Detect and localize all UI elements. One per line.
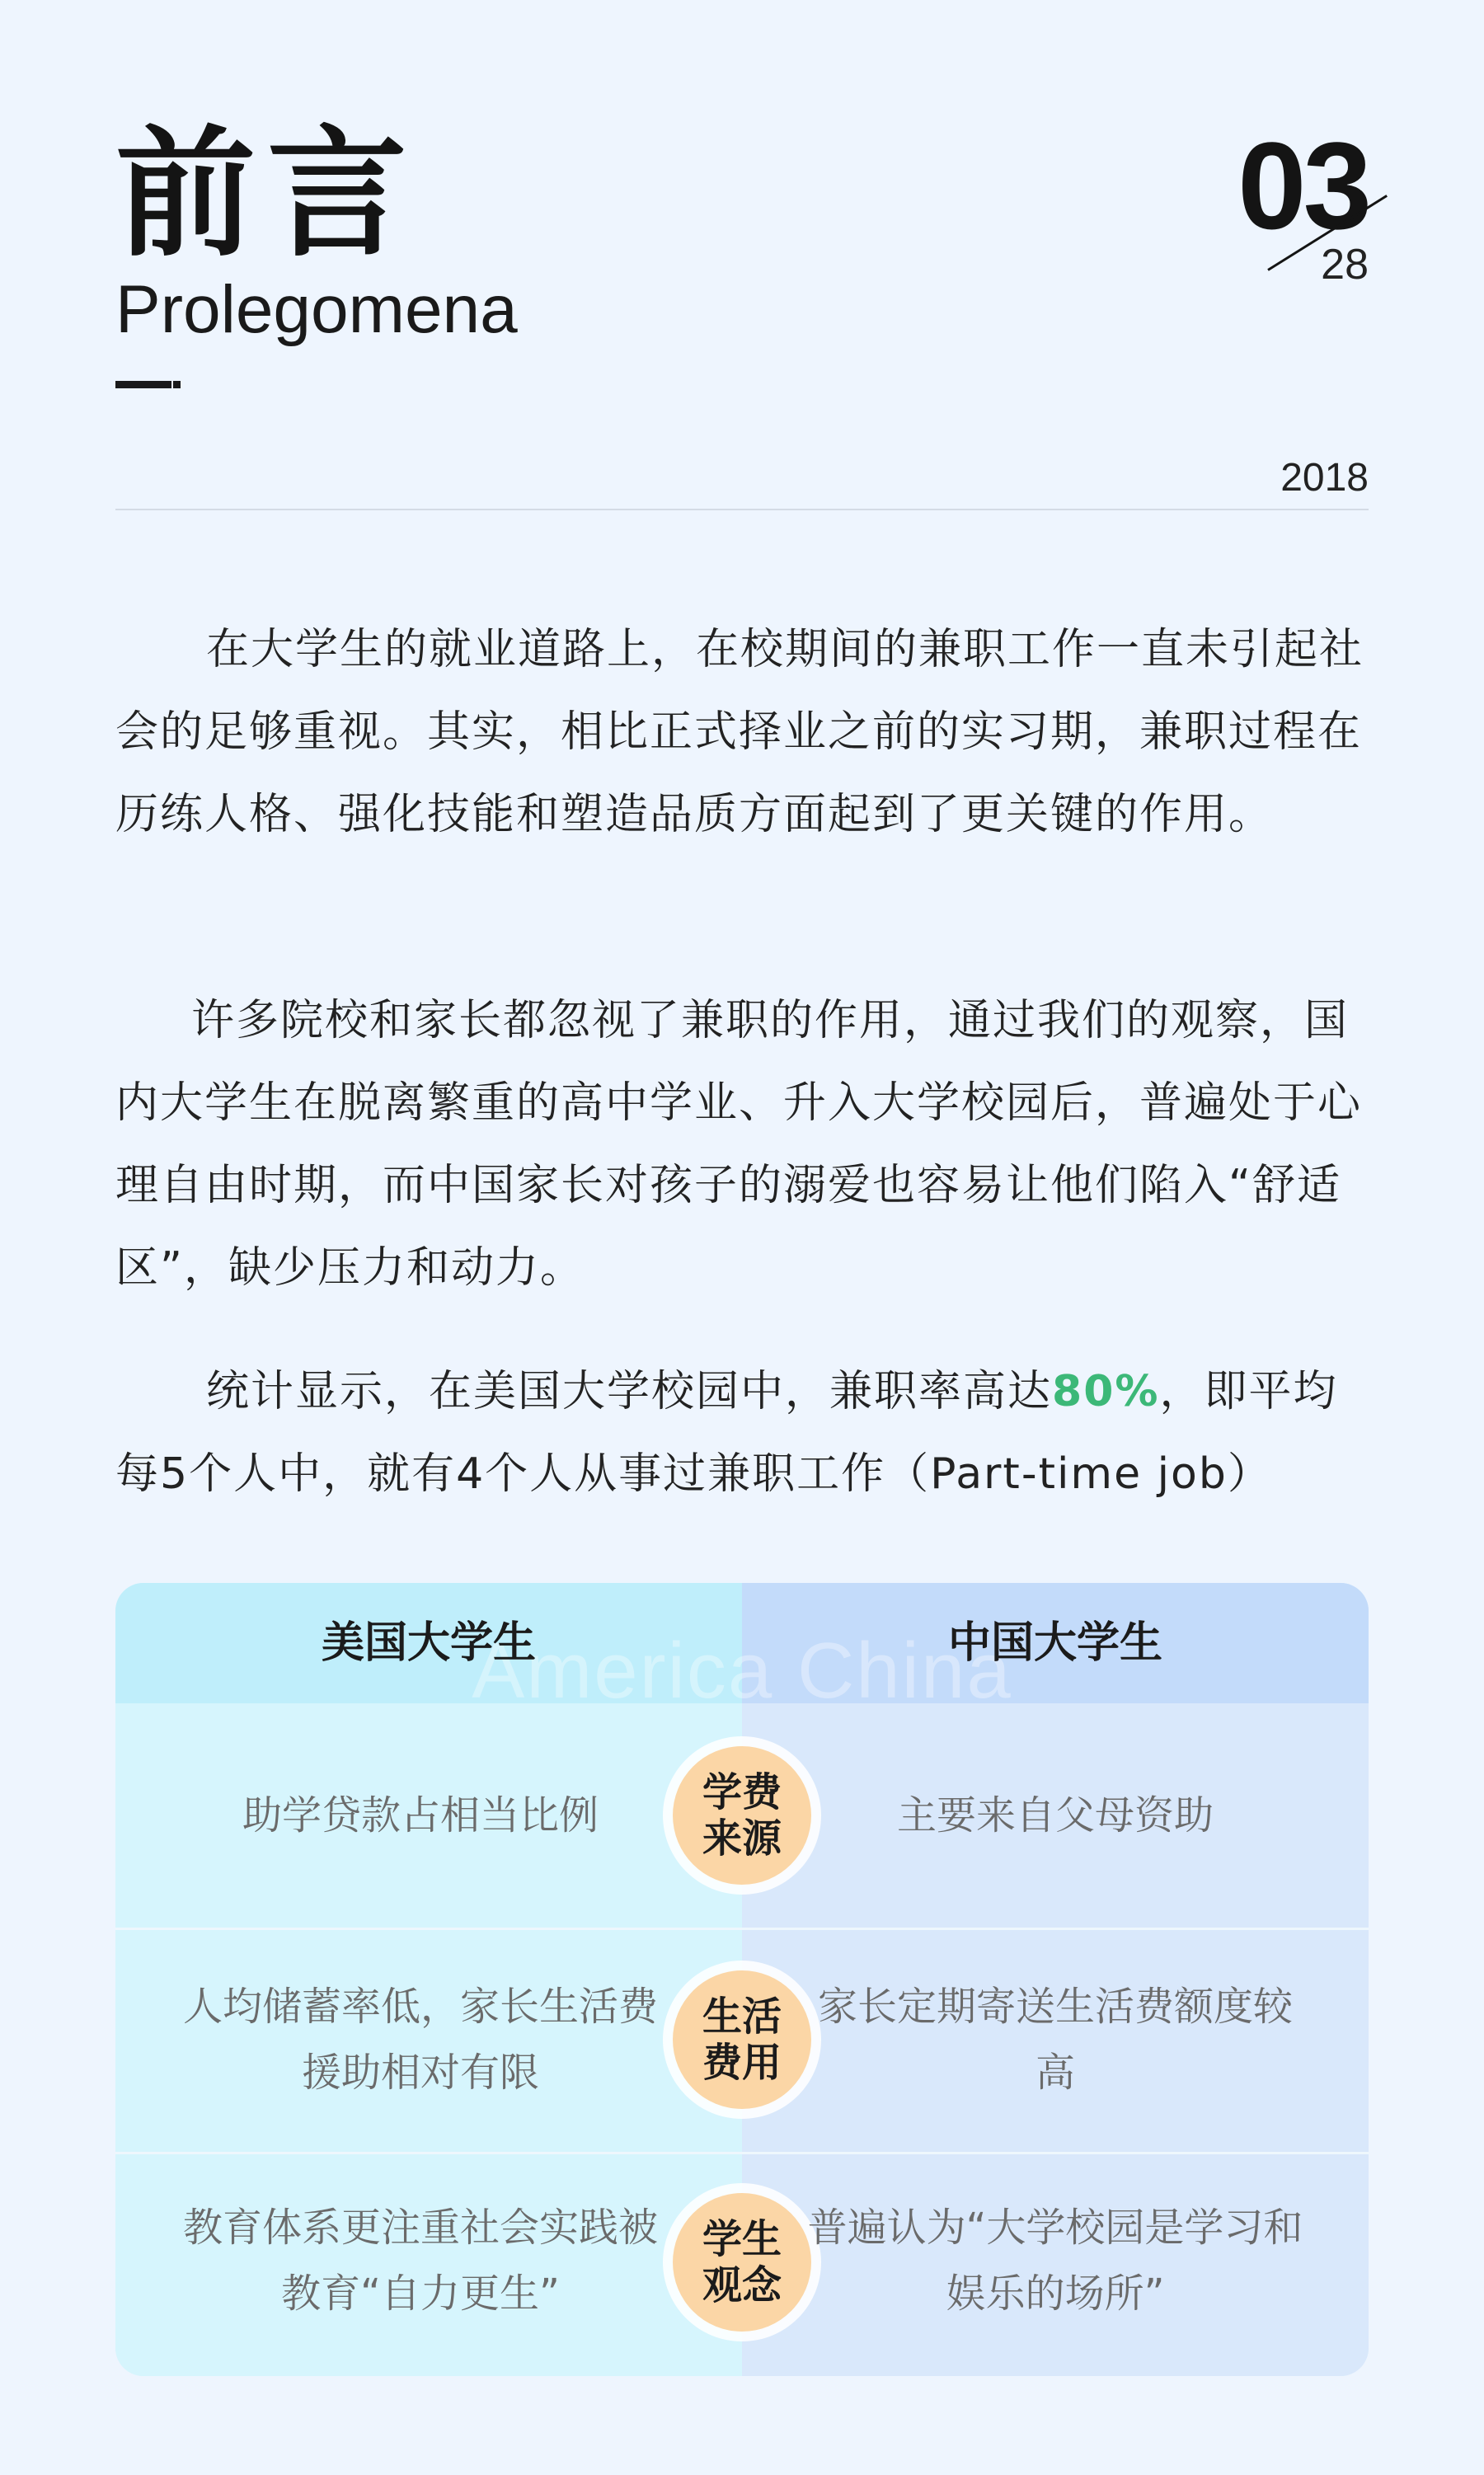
paragraph-3 [115, 1350, 1369, 1515]
table-cell-right: 主要来自父母资助 [896, 1792, 1214, 1839]
left-header: 美国大学生 [321, 1618, 536, 1668]
page-title: 前言 [115, 111, 420, 276]
watermark-text: America China [472, 1627, 1012, 1715]
page-number [1204, 116, 1369, 289]
category-badge [673, 1746, 811, 1885]
paragraph-1-text: 在大学生的就业道路上，在校期间的兼职工作一直未引起社会的足够重视。其实，相比正式择业之前的实习期，兼职过程在历练人格、强化技能和塑造品质方面起到了更关键的作用。 [115, 625, 1364, 839]
category-badge [673, 1970, 811, 2109]
paragraph-3-text-start: 统计显示，在美国大学校园中，兼职率高达 [206, 1367, 1053, 1416]
header-divider [115, 509, 1369, 510]
table-cell-right: 普遍认为“大学校园是学习和娱乐的场所” [807, 2205, 1303, 2317]
right-header: 中国大学生 [947, 1618, 1162, 1668]
table-cell-left: 教育体系更注重社会实践被教育“自力更生” [182, 2205, 658, 2317]
category-badge [673, 2193, 811, 2332]
row-divider [115, 1928, 1369, 1930]
category-badge-label: 学费来源 [702, 1769, 782, 1862]
comparison-table [115, 1583, 1369, 2376]
highlight-percentage: 80% [1052, 1367, 1160, 1416]
paragraph-1 [115, 608, 1369, 856]
paragraph-2-text: 许多院校和家长都忽视了兼职的作用，通过我们的观察，国内大学生在脱离繁重的高中学业、升入大学校园后，普遍处于心理自由时期，而中国家长对孩子的溺爱也容易让他们陷入“舒适区”，缺少压力和动力。 [115, 996, 1363, 1293]
year-label: 2018 [1280, 456, 1369, 500]
category-badge-label: 生活费用 [702, 1994, 782, 2086]
page-subtitle: Prolegomena [115, 272, 518, 347]
page-number-current: 03 [1237, 116, 1369, 255]
row-divider [115, 2152, 1369, 2154]
table-cell-left: 助学贷款占相当比例 [242, 1792, 599, 1839]
table-cell-left: 人均储蓄率低，家长生活费援助相对有限 [182, 1984, 658, 2096]
page-number-total: 28 [1321, 241, 1369, 289]
paragraph-3-text-end: ，即平均每5个人中，就有4个人从事过兼职工作（Part-time job） [115, 1367, 1338, 1499]
paragraph-2 [115, 979, 1369, 1309]
title-accent-dot [173, 381, 181, 388]
category-badge-label: 学生观念 [702, 2216, 782, 2308]
title-accent-bar [115, 381, 171, 388]
table-cell-right: 家长定期寄送生活费额度较高 [817, 1984, 1293, 2096]
